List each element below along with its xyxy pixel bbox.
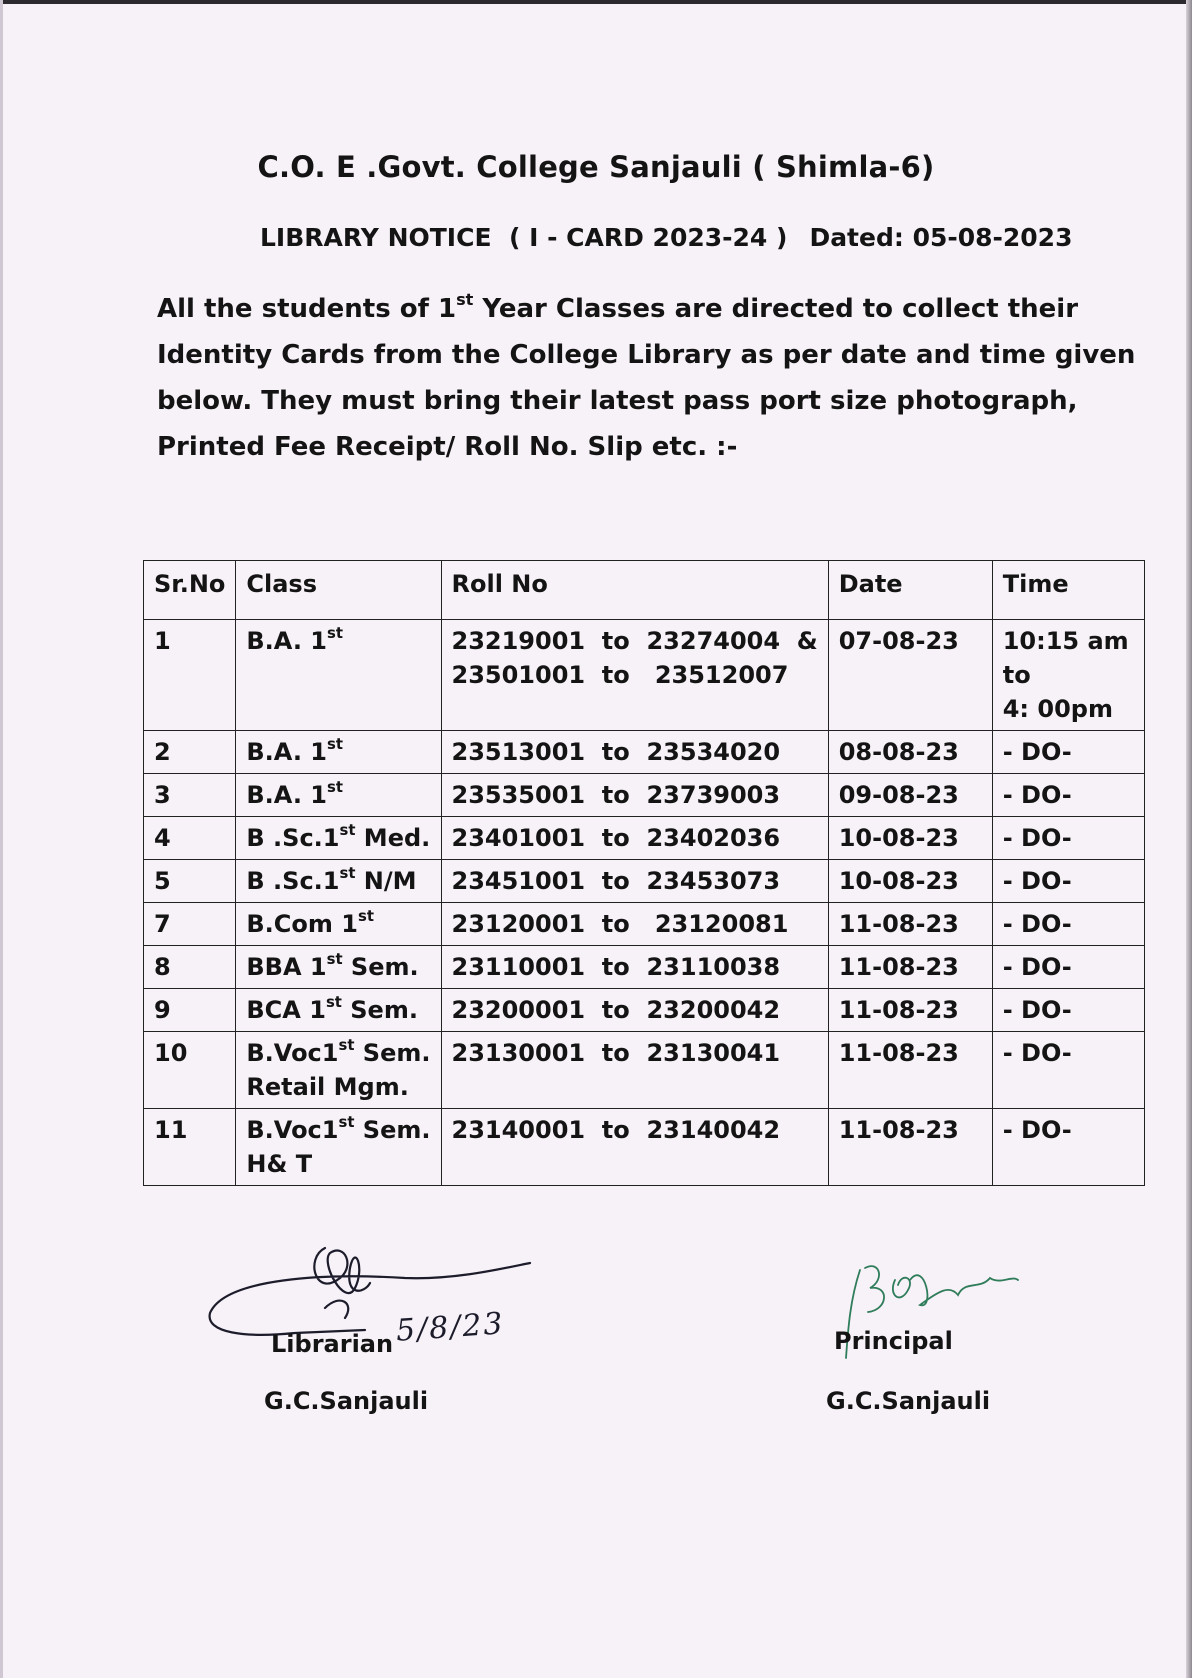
header-time: Time bbox=[992, 561, 1144, 620]
notice-body-line-3: below. They must bring their latest pass port size photograph, bbox=[157, 386, 1078, 416]
table-row bbox=[144, 774, 1145, 817]
cell-roll-no: 23120001 to 23120081 bbox=[441, 903, 828, 946]
scan-edge-left bbox=[0, 0, 3, 1678]
cell-sr-no: 1 bbox=[144, 620, 236, 731]
table-header-row bbox=[144, 561, 1145, 620]
schedule-table bbox=[143, 560, 1145, 1186]
cell-date: 11-08-23 bbox=[828, 1032, 992, 1109]
cell-sr-no: 9 bbox=[144, 989, 236, 1032]
cell-time: - DO- bbox=[992, 817, 1144, 860]
notice-body-line-2: Identity Cards from the College Library as per date and time given bbox=[157, 340, 1136, 370]
cell-sr-no: 2 bbox=[144, 731, 236, 774]
header-roll-no: Roll No bbox=[441, 561, 828, 620]
cell-roll-no: 23130001 to 23130041 bbox=[441, 1032, 828, 1109]
cell-class: B.A. 1st bbox=[236, 731, 441, 774]
cell-class: B.Voc1st Sem. Retail Mgm. bbox=[236, 1032, 441, 1109]
cell-date: 07-08-23 bbox=[828, 620, 992, 731]
cell-date: 10-08-23 bbox=[828, 817, 992, 860]
cell-roll-no: 23140001 to 23140042 bbox=[441, 1109, 828, 1186]
cell-class: BBA 1st Sem. bbox=[236, 946, 441, 989]
notice-title: LIBRARY NOTICE ( I - CARD 2023-24 ) bbox=[260, 223, 788, 252]
scan-edge-top bbox=[0, 0, 1192, 4]
cell-time: - DO- bbox=[992, 946, 1144, 989]
cell-class: B.Com 1st bbox=[236, 903, 441, 946]
header-class: Class bbox=[236, 561, 441, 620]
librarian-label: Librarian bbox=[271, 1330, 394, 1358]
schedule-table-body bbox=[144, 620, 1145, 1186]
cell-time: - DO- bbox=[992, 731, 1144, 774]
cell-sr-no: 5 bbox=[144, 860, 236, 903]
principal-college: G.C.Sanjauli bbox=[826, 1387, 991, 1415]
cell-roll-no: 23513001 to 23534020 bbox=[441, 731, 828, 774]
cell-time: - DO- bbox=[992, 774, 1144, 817]
cell-time: - DO- bbox=[992, 903, 1144, 946]
cell-class: B.A. 1st bbox=[236, 620, 441, 731]
cell-roll-no: 23219001 to 23274004 & 23501001 to 23512007 bbox=[441, 620, 828, 731]
table-row bbox=[144, 1109, 1145, 1186]
cell-class: B .Sc.1st N/M bbox=[236, 860, 441, 903]
cell-time: - DO- bbox=[992, 989, 1144, 1032]
cell-date: 11-08-23 bbox=[828, 989, 992, 1032]
cell-sr-no: 10 bbox=[144, 1032, 236, 1109]
table-row bbox=[144, 989, 1145, 1032]
cell-roll-no: 23401001 to 23402036 bbox=[441, 817, 828, 860]
header-sr-no: Sr.No bbox=[144, 561, 236, 620]
cell-roll-no: 23200001 to 23200042 bbox=[441, 989, 828, 1032]
cell-roll-no: 23110001 to 23110038 bbox=[441, 946, 828, 989]
cell-time: 10:15 am to 4: 00pm bbox=[992, 620, 1144, 731]
notice-heading bbox=[260, 223, 1072, 252]
table-row bbox=[144, 860, 1145, 903]
cell-class: B.Voc1st Sem. H& T bbox=[236, 1109, 441, 1186]
cell-date: 09-08-23 bbox=[828, 774, 992, 817]
librarian-college: G.C.Sanjauli bbox=[264, 1387, 429, 1415]
cell-time: - DO- bbox=[992, 860, 1144, 903]
cell-date: 11-08-23 bbox=[828, 903, 992, 946]
cell-class: B.A. 1st bbox=[236, 774, 441, 817]
notice-body-line-4: Printed Fee Receipt/ Roll No. Slip etc. :- bbox=[157, 432, 738, 462]
cell-date: 11-08-23 bbox=[828, 946, 992, 989]
librarian-handwritten-date: 5/8/23 bbox=[394, 1306, 506, 1349]
table-row bbox=[144, 1032, 1145, 1109]
table-row bbox=[144, 731, 1145, 774]
cell-class: BCA 1st Sem. bbox=[236, 989, 441, 1032]
college-name: C.O. E .Govt. College Sanjauli ( Shimla-6) bbox=[257, 150, 935, 184]
cell-roll-no: 23535001 to 23739003 bbox=[441, 774, 828, 817]
cell-class: B .Sc.1st Med. bbox=[236, 817, 441, 860]
cell-date: 08-08-23 bbox=[828, 731, 992, 774]
notice-body-line-1: All the students of 1st Year Classes are directed to collect their bbox=[157, 289, 1079, 324]
cell-time: - DO- bbox=[992, 1032, 1144, 1109]
notice-body bbox=[157, 286, 1136, 470]
table-row bbox=[144, 817, 1145, 860]
table-row bbox=[144, 946, 1145, 989]
cell-sr-no: 7 bbox=[144, 903, 236, 946]
cell-sr-no: 4 bbox=[144, 817, 236, 860]
cell-roll-no: 23451001 to 23453073 bbox=[441, 860, 828, 903]
table-row bbox=[144, 620, 1145, 731]
cell-sr-no: 11 bbox=[144, 1109, 236, 1186]
header-date: Date bbox=[828, 561, 992, 620]
notice-date: Dated: 05-08-2023 bbox=[809, 223, 1073, 252]
cell-sr-no: 3 bbox=[144, 774, 236, 817]
scan-edge-right bbox=[1186, 0, 1192, 1678]
cell-time: - DO- bbox=[992, 1109, 1144, 1186]
principal-label: Principal bbox=[834, 1327, 953, 1355]
cell-date: 11-08-23 bbox=[828, 1109, 992, 1186]
cell-date: 10-08-23 bbox=[828, 860, 992, 903]
cell-sr-no: 8 bbox=[144, 946, 236, 989]
table-row bbox=[144, 903, 1145, 946]
